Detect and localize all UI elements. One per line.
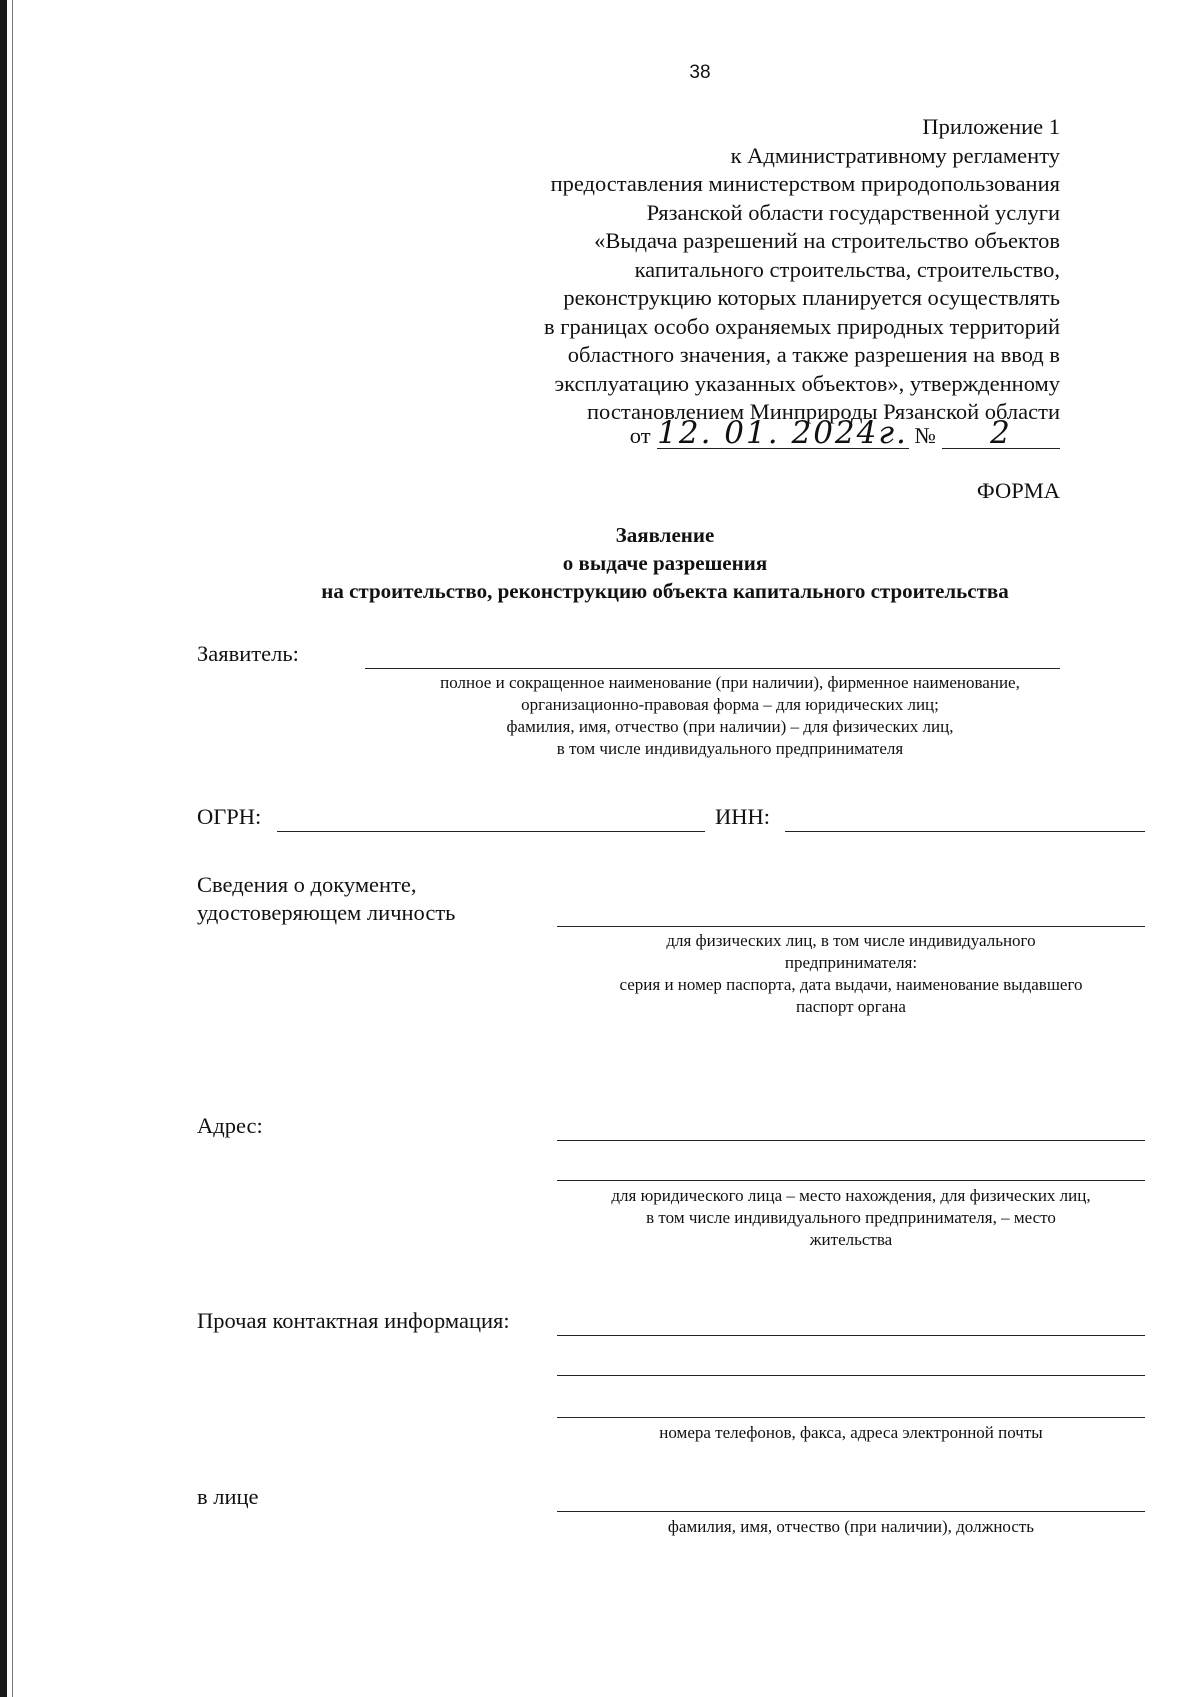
inn-label: ИНН: (715, 804, 770, 829)
applicant-label: Заявитель: (197, 641, 299, 666)
hint-line: в том числе индивидуального предпринимателя, – место (646, 1208, 1056, 1227)
document-title (260, 521, 1070, 605)
represented-by-label: в лице (197, 1484, 259, 1509)
appendix-line: постановлением Минприроды Рязанской области (587, 399, 1060, 424)
address-label: Адрес: (197, 1113, 263, 1138)
page-left-edge (0, 0, 7, 1697)
hint-line: жительства (809, 1230, 893, 1249)
handwritten-number: 2 (942, 418, 1060, 449)
represented-by-field-line[interactable] (557, 1511, 1145, 1512)
date-prefix: от (629, 423, 651, 448)
page-number: 38 (689, 62, 711, 83)
appendix-line: предоставления министерством природопользования (550, 171, 1060, 196)
appendix-line: Приложение 1 (922, 114, 1060, 139)
resolution-date-line (630, 417, 1060, 449)
appendix-line: «Выдача разрешений на строительство объектов (594, 228, 1060, 253)
hint-line: для физических лиц, в том числе индивидуального (666, 931, 1036, 950)
hint-line: серия и номер паспорта, дата выдачи, наименование выдавшего (619, 975, 1083, 994)
appendix-line: в границах особо охраняемых природных территорий (544, 313, 1060, 339)
hint-line: предпринимателя: (784, 953, 918, 972)
hint-line: организационно-правовая форма – для юридических лиц; (521, 695, 939, 714)
appendix-line: областного значения, а также разрешения на ввод в (567, 342, 1060, 367)
contact-label: Прочая контактная информация: (197, 1308, 510, 1333)
contact-hint (557, 1422, 1145, 1444)
applicant-hint (365, 672, 1095, 760)
title-line: Заявление (615, 523, 715, 547)
handwritten-date: 12. 01. 2024г. (657, 415, 908, 451)
form-label: ФОРМА (976, 478, 1060, 503)
title-line: на строительство, реконструкцию объекта капитального строительства (321, 579, 1009, 603)
contact-field-line-3[interactable] (557, 1417, 1145, 1418)
ogrn-label: ОГРН: (197, 804, 262, 829)
number-prefix: № (914, 423, 936, 448)
hint-line: паспорт органа (796, 997, 906, 1016)
address-field-line-2[interactable] (557, 1180, 1145, 1181)
identity-doc-hint (557, 930, 1145, 1018)
appendix-line: капитального строительства, строительство, (634, 256, 1060, 282)
appendix-line: эксплуатацию указанных объектов», утвержденному (554, 370, 1060, 396)
appendix-line: к Административному регламенту (730, 142, 1060, 168)
page-left-edge-shadow (12, 0, 13, 1697)
applicant-field-line[interactable] (365, 668, 1060, 669)
address-hint (557, 1185, 1145, 1251)
hint-line: для юридического лица – место нахождения, для физических лиц, (611, 1186, 1091, 1205)
identity-doc-label-line1: Сведения о документе, (197, 872, 417, 897)
inn-field-line[interactable] (785, 831, 1145, 832)
contact-field-line-2[interactable] (557, 1375, 1145, 1376)
identity-doc-field-line[interactable] (557, 926, 1145, 927)
hint-line: фамилия, имя, отчество (при наличии) – для физических лиц, (506, 717, 954, 736)
title-line: о выдаче разрешения (562, 551, 768, 575)
appendix-line: реконструкцию которых планируется осуществлять (563, 285, 1060, 310)
hint-line: полное и сокращенное наименование (при наличии), фирменное наименование, (440, 673, 1020, 692)
appendix-block (544, 113, 1060, 427)
identity-doc-label-line2: удостоверяющем личность (197, 900, 456, 925)
ogrn-field-line[interactable] (277, 831, 705, 832)
appendix-line: Рязанской области государственной услуги (646, 199, 1060, 225)
represented-by-hint (557, 1516, 1145, 1538)
address-field-line-1[interactable] (557, 1140, 1145, 1141)
contact-field-line-1[interactable] (557, 1335, 1145, 1336)
hint-line: в том числе индивидуального предпринимателя (556, 739, 904, 758)
hint-line: номера телефонов, факса, адреса электронной почты (659, 1423, 1043, 1442)
hint-line: фамилия, имя, отчество (при наличии), должность (667, 1517, 1035, 1536)
